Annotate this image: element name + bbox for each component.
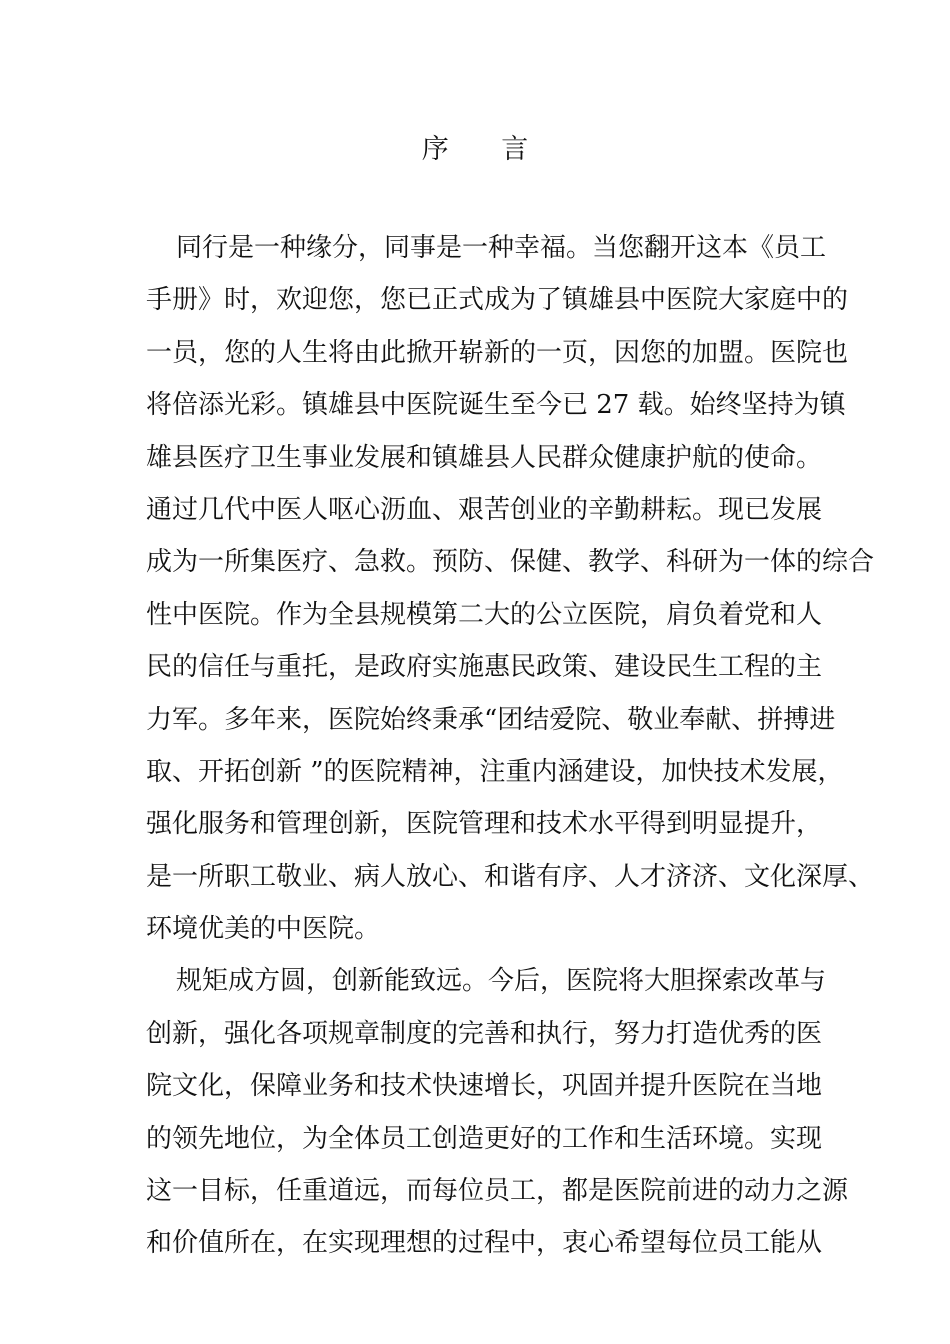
text-line: 这一目标，任重道远，而每位员工，都是医院前进的动力之源 <box>146 1176 849 1207</box>
text-line: 规矩成方圆，创新能致远。今后，医院将大胆探索改革与 <box>176 966 827 997</box>
text-line: 手册》时，欢迎您，您已正式成为了镇雄县中医院大家庭中的 <box>146 285 849 316</box>
text-line: 雄县医疗卫生事业发展和镇雄县人民群众健康护航的使命。 <box>146 442 823 473</box>
text-line: 民的信任与重托，是政府实施惠民政策、建设民生工程的主 <box>146 652 823 683</box>
text-line: 和价值所在，在实现理想的过程中，衷心希望每位员工能从 <box>146 1228 823 1259</box>
text-line: 将倍添光彩。镇雄县中医院诞生至今已 27 载。始终坚持为镇 <box>146 390 846 421</box>
text-line: 成为一所集医疗、急救。预防、保健、教学、科研为一体的综合 <box>146 547 875 578</box>
text-line: 通过几代中医人呕心沥血、艰苦创业的辛勤耕耘。现已发展 <box>146 494 823 525</box>
text-line: 同行是一种缘分，同事是一种幸福。当您翻开这本《员工 <box>176 233 827 263</box>
preface-body <box>146 222 875 1270</box>
text-line: 力军。多年来，医院始终秉承“团结爱院、敬业奉献、拼搏进 <box>146 704 836 735</box>
text-line: 一员，您的人生将由此掀开崭新的一页，因您的加盟。医院也 <box>146 337 849 368</box>
text-line: 强化服务和管理创新，医院管理和技术水平得到明显提升， <box>146 809 823 840</box>
text-line: 取、开拓创新 ”的医院精神，注重内涵建设，加快技术发展， <box>146 756 844 787</box>
page-title: 序 言 <box>421 134 551 165</box>
text-line: 环境优美的中医院。 <box>146 914 381 945</box>
text-line: 是一所职工敬业、病人放心、和谐有序、人才济济、文化深厚、 <box>146 861 875 892</box>
text-line: 的领先地位，为全体员工创造更好的工作和生活环境。实现 <box>146 1123 823 1154</box>
text-line: 性中医院。作为全县规模第二大的公立医院，肩负着党和人 <box>146 599 823 630</box>
text-line: 创新，强化各项规章制度的完善和执行，努力打造优秀的医 <box>146 1018 823 1049</box>
text-line: 院文化，保障业务和技术快速增长，巩固并提升医院在当地 <box>146 1071 823 1102</box>
